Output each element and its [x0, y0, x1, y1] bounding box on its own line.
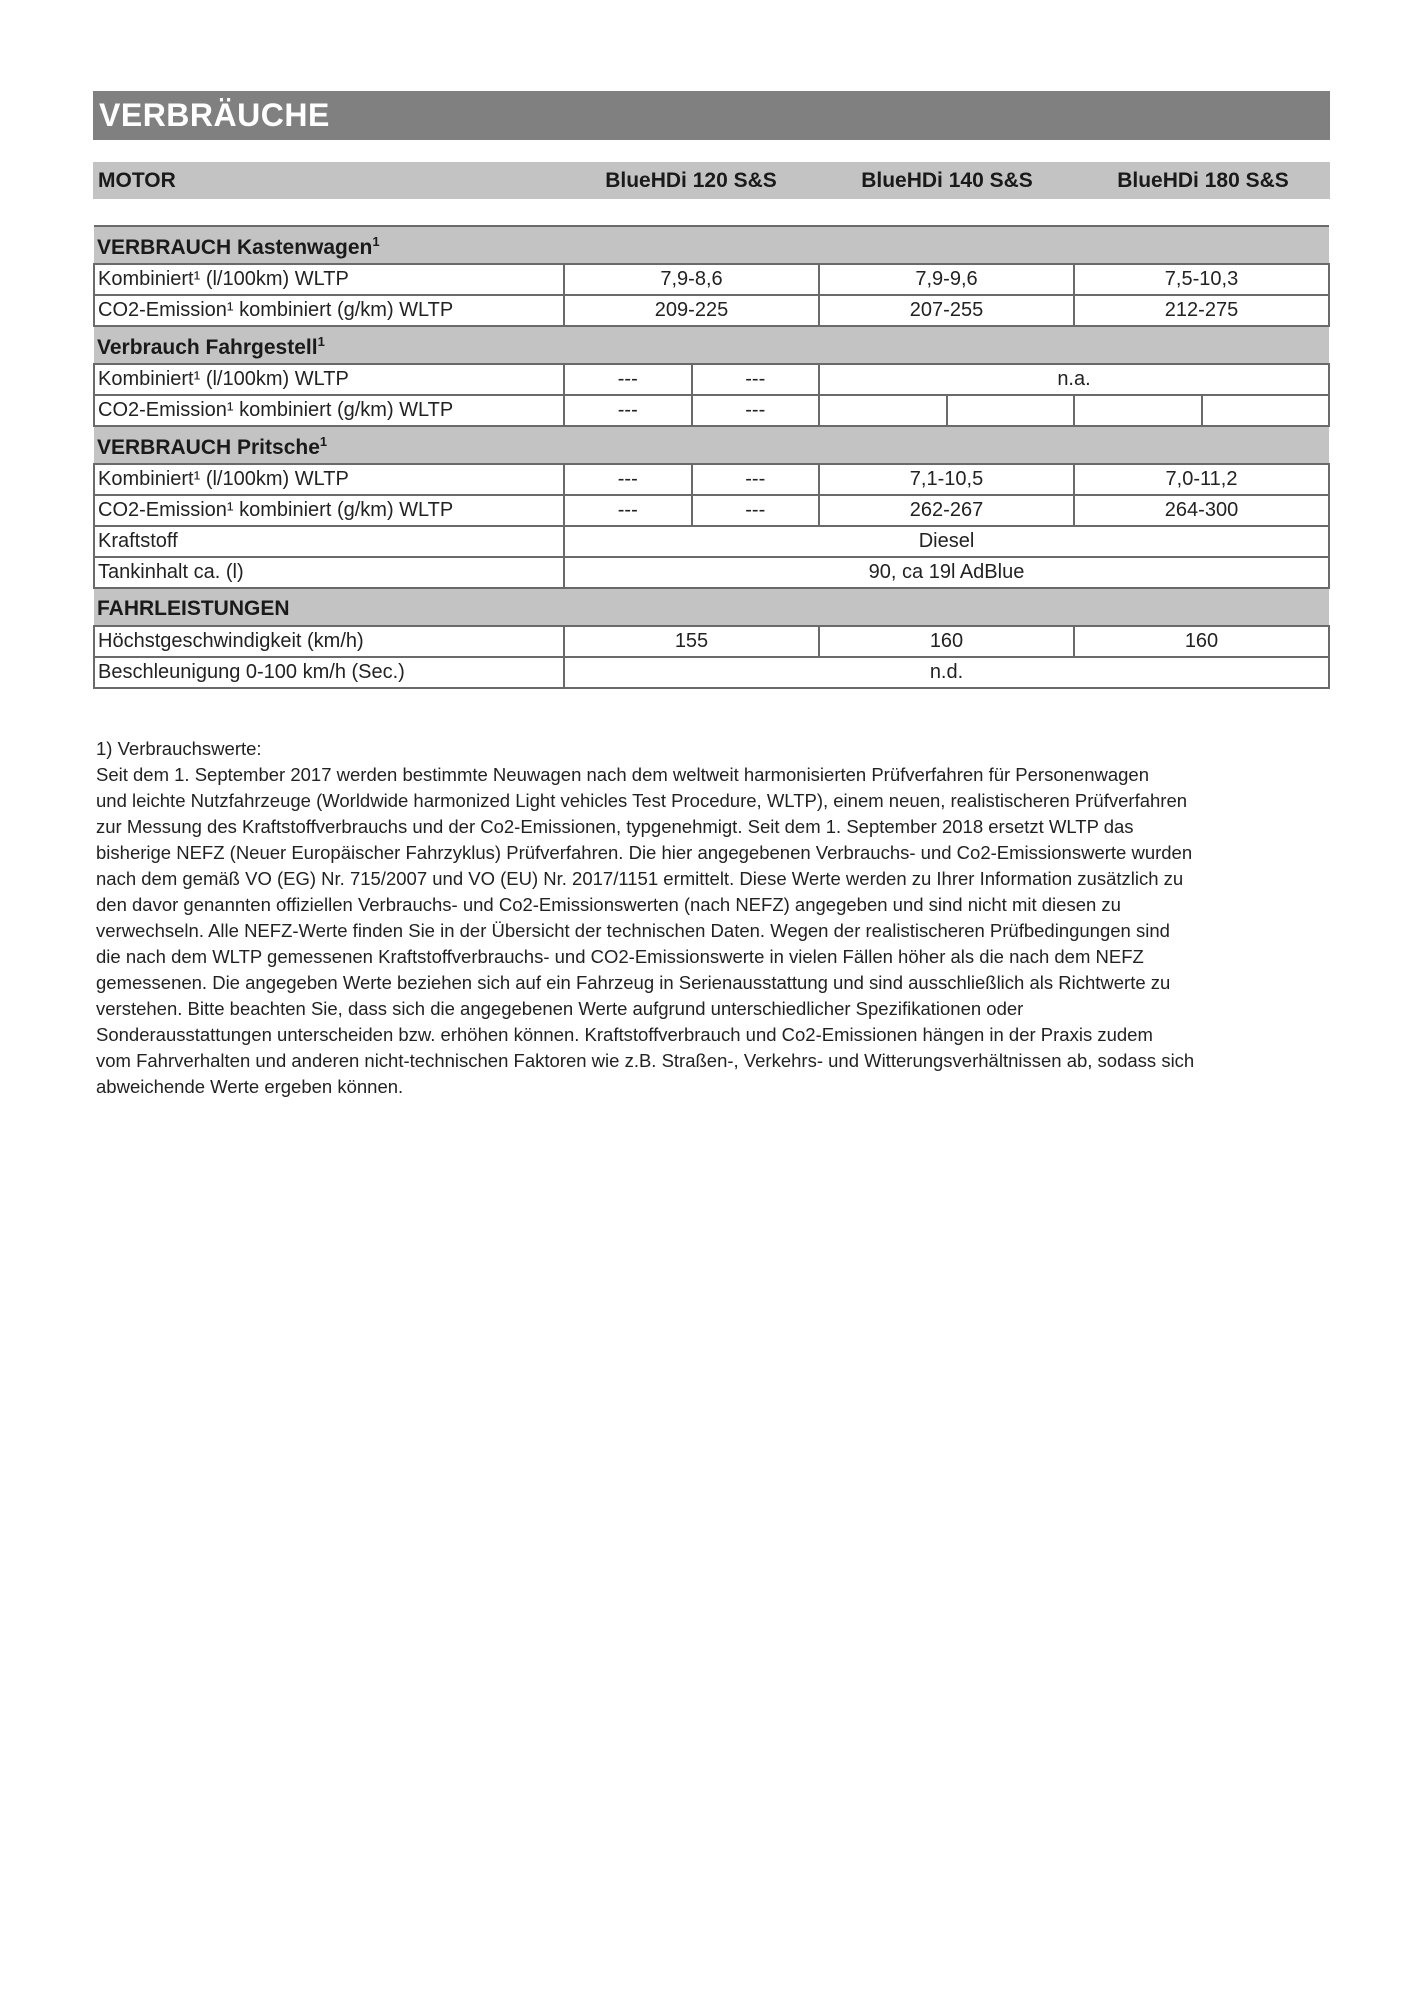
value-cell: 7,0-11,2: [1074, 464, 1329, 495]
value-cell: 209-225: [564, 295, 819, 326]
row-label: Beschleunigung 0-100 km/h (Sec.): [94, 657, 564, 688]
value-cell: Diesel: [564, 526, 1329, 557]
value-cell: ---: [692, 395, 820, 426]
value-cell: 90, ca 19l AdBlue: [564, 557, 1329, 588]
section-title: Verbrauch Fahrgestell: [97, 335, 318, 359]
row-label: Kombiniert¹ (l/100km) WLTP: [94, 464, 564, 495]
value-cell: [819, 395, 947, 426]
section-title: VERBRAUCH Pritsche: [97, 435, 320, 459]
page-title-bar: [93, 91, 1330, 140]
value-cell: 7,9-9,6: [819, 264, 1074, 295]
footnote-line: abweichende Werte ergeben können.: [96, 1076, 404, 1097]
section-header: [94, 326, 1329, 364]
value-cell: 7,9-8,6: [564, 264, 819, 295]
table-row: [94, 626, 1329, 657]
footnote-heading: 1) Verbrauchswerte:: [96, 738, 262, 759]
footnote-line: den davor genannten offiziellen Verbrauchs- und Co2-Emissionswerten (nach NEFZ) angegeben und sind nicht mit diesen zu: [96, 894, 1121, 915]
value-cell: 155: [564, 626, 819, 657]
table-row: [94, 264, 1329, 295]
row-label: Kraftstoff: [94, 526, 564, 557]
value-cell: n.d.: [564, 657, 1329, 688]
motor-header-row: [93, 162, 1330, 199]
footnote-marker: 1: [319, 433, 328, 449]
table-row: [94, 526, 1329, 557]
footnote-marker: 1: [317, 333, 325, 349]
table-row: [94, 464, 1329, 495]
row-label: Tankinhalt ca. (l): [94, 557, 564, 588]
table-row: [94, 364, 1329, 395]
engine-header: BlueHDi 140 S&S: [861, 169, 1033, 192]
footnote-line: vom Fahrverhalten und anderen nicht-technischen Faktoren wie z.B. Straßen-, Verkehrs- und Witterungsverhältnissen ab, sodass sich: [96, 1050, 1195, 1071]
footnote-line: die nach dem WLTP gemessenen Kraftstoffverbrauchs- und CO2-Emissionswerte in vielen Fällen höher als die nach dem NEFZ: [96, 946, 1144, 967]
value-cell: 212-275: [1074, 295, 1329, 326]
section-title: VERBRAUCH Kastenwagen: [97, 235, 373, 259]
section-header-cell: [94, 226, 1329, 264]
row-label: Kombiniert¹ (l/100km) WLTP: [94, 364, 564, 395]
value-cell: ---: [564, 495, 692, 526]
value-cell: n.a.: [819, 364, 1329, 395]
value-cell: [1074, 395, 1202, 426]
value-cell: 207-255: [819, 295, 1074, 326]
footnote-line: verstehen. Bitte beachten Sie, dass sich die angegebenen Werte aufgrund unterschiedlicher Spezifikationen oder: [96, 998, 1024, 1019]
footnote-line: bisherige NEFZ (Neuer Europäischer Fahrzyklus) Prüfverfahren. Die hier angegebenen Verbrauchs- und Co2-Emissionswerte wurden: [96, 842, 1193, 863]
table-row: [94, 495, 1329, 526]
value-cell: [1202, 395, 1330, 426]
row-label: CO2-Emission¹ kombiniert (g/km) WLTP: [94, 495, 564, 526]
section-header-cell: [94, 588, 1329, 626]
value-cell: 160: [819, 626, 1074, 657]
value-cell: ---: [564, 364, 692, 395]
section-header: [94, 226, 1329, 264]
value-cell: 7,1-10,5: [819, 464, 1074, 495]
table-row: [94, 557, 1329, 588]
value-cell: [947, 395, 1075, 426]
value-cell: ---: [564, 464, 692, 495]
table-row: [94, 295, 1329, 326]
value-cell: ---: [692, 364, 820, 395]
table-row: [94, 395, 1329, 426]
footnote-line: zur Messung des Kraftstoffverbrauchs und der Co2-Emissionen, typgenehmigt. Seit dem 1. September 2018 ersetzt WLTP das: [96, 816, 1134, 837]
section-header-cell: [94, 426, 1329, 464]
footnote-line: und leichte Nutzfahrzeuge (Worldwide harmonized Light vehicles Test Procedure, WLTP), einem neuen, realistischeren Prüfverfahren: [96, 790, 1188, 811]
value-cell: ---: [692, 495, 820, 526]
section-title: FAHRLEISTUNGEN: [97, 596, 290, 620]
row-label: CO2-Emission¹ kombiniert (g/km) WLTP: [94, 395, 564, 426]
table-row: [94, 657, 1329, 688]
section-header: [94, 588, 1329, 626]
footnote-line: gemessenen. Die angegeben Werte beziehen sich auf ein Fahrzeug in Serienausstattung und sind ausschließlich als Richtwerte zu: [96, 972, 1171, 993]
value-cell: ---: [564, 395, 692, 426]
value-cell: ---: [692, 464, 820, 495]
engine-header: BlueHDi 120 S&S: [605, 169, 777, 192]
section-header: [94, 426, 1329, 464]
section-header-cell: [94, 326, 1329, 364]
footnote-line: nach dem gemäß VO (EG) Nr. 715/2007 und VO (EU) Nr. 2017/1151 ermittelt. Diese Werte werden zu Ihrer Information zusätzlich zu: [96, 868, 1184, 889]
value-cell: 262-267: [819, 495, 1074, 526]
footnote-marker: 1: [372, 233, 380, 249]
consumption-table: [93, 225, 1330, 689]
value-cell: 160: [1074, 626, 1329, 657]
page-title: VERBRÄUCHE: [99, 97, 330, 133]
row-label: Kombiniert¹ (l/100km) WLTP: [94, 264, 564, 295]
footnote: [96, 736, 1336, 1100]
row-label: CO2-Emission¹ kombiniert (g/km) WLTP: [94, 295, 564, 326]
engine-header: BlueHDi 180 S&S: [1117, 169, 1289, 192]
footnote-line: Sonderausstattungen unterscheiden bzw. erhöhen können. Kraftstoffverbrauch und Co2-Emissionen hängen in der Praxis zudem: [96, 1024, 1153, 1045]
value-cell: 7,5-10,3: [1074, 264, 1329, 295]
footnote-line: verwechseln. Alle NEFZ-Werte finden Sie in der Übersicht der technischen Daten. Wegen der realistischeren Prüfbedingungen sind: [96, 920, 1170, 941]
footnote-line: Seit dem 1. September 2017 werden bestimmte Neuwagen nach dem weltweit harmonisierten Prüfverfahren für Personenwagen: [96, 764, 1150, 785]
motor-label: MOTOR: [98, 169, 176, 192]
value-cell: 264-300: [1074, 495, 1329, 526]
row-label: Höchstgeschwindigkeit (km/h): [94, 626, 564, 657]
